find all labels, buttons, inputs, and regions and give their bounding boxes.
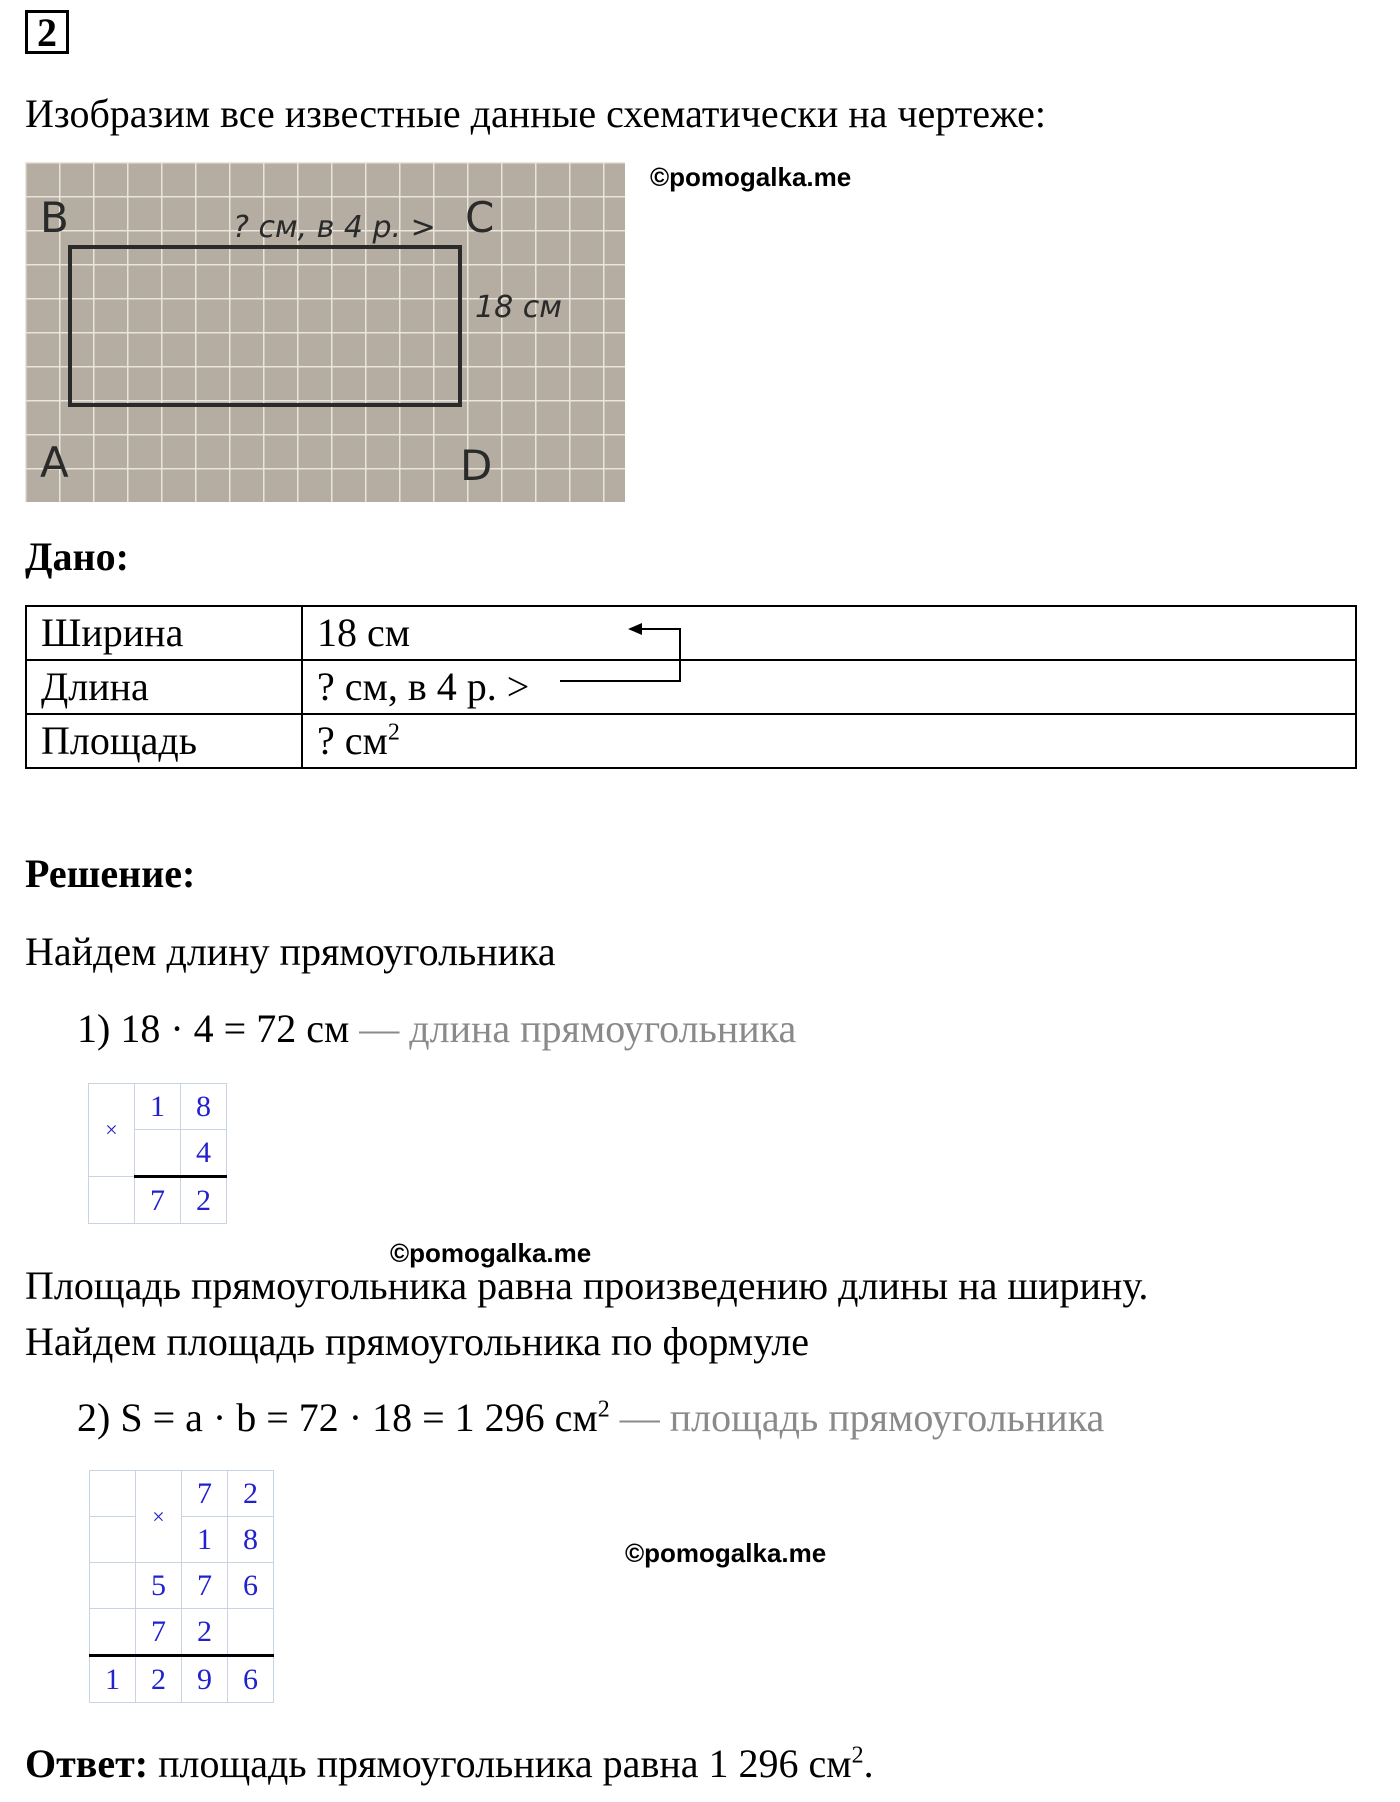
intro-text: Изобразим все известные данные схематически на чертеже: — [25, 91, 1046, 136]
calc-row — [90, 1517, 274, 1563]
given-heading: Дано: — [25, 534, 129, 579]
calc-digit — [90, 1517, 136, 1563]
calc-row — [89, 1084, 227, 1130]
relation-arrow — [540, 615, 700, 695]
calc-digit: 8 — [181, 1084, 227, 1130]
given-value: 18 см — [302, 606, 1356, 660]
calc-row — [90, 1656, 274, 1703]
find-length-text: Найдем длину прямоугольника — [25, 929, 556, 974]
calc-digit: 1 — [135, 1084, 181, 1130]
vertex-c-label: C — [465, 193, 495, 242]
multiplication-18-by-4 — [88, 1083, 227, 1224]
multiply-sign: × — [89, 1084, 135, 1177]
calc-digit — [228, 1609, 274, 1656]
calc-digit: 7 — [135, 1177, 181, 1224]
answer-end: . — [863, 1741, 874, 1786]
calc-digit: 8 — [228, 1517, 274, 1563]
vertex-d-label: D — [460, 441, 493, 490]
calc-digit — [89, 1177, 135, 1224]
task-number: 2 — [25, 10, 69, 54]
calc-digit: 2 — [136, 1656, 182, 1703]
table-row — [26, 714, 1356, 768]
calc-row — [90, 1471, 274, 1517]
answer — [25, 1740, 874, 1788]
step-2-expression: 2) S = a · b = 72 · 18 = 1 296 см — [77, 1395, 598, 1440]
calc-digit: 9 — [182, 1656, 228, 1703]
calc-digit: 1 — [90, 1656, 136, 1703]
calc-digit — [135, 1130, 181, 1177]
given-key: Площадь — [26, 714, 302, 768]
superscript: 2 — [597, 1396, 610, 1423]
given-value: ? см, в 4 р. > — [302, 660, 1356, 714]
calc-digit: 7 — [136, 1609, 182, 1656]
watermark: ©pomogalka.me — [650, 162, 852, 192]
solution-heading: Решение: — [25, 851, 196, 896]
answer-text: площадь прямоугольника равна 1 296 см — [158, 1741, 852, 1786]
vertex-b-label: B — [40, 193, 69, 242]
given-value — [302, 714, 1356, 768]
calc-digit: 2 — [182, 1609, 228, 1656]
superscript: 2 — [851, 1742, 864, 1769]
calc-row — [89, 1177, 227, 1224]
calc-digit — [90, 1563, 136, 1609]
calc-digit: 1 — [182, 1517, 228, 1563]
answer-label: Ответ: — [25, 1741, 149, 1786]
calc-digit — [90, 1609, 136, 1656]
given-value-text: ? см — [317, 718, 388, 763]
right-side-label: 18 см — [475, 290, 562, 325]
calc-digit: 2 — [228, 1471, 274, 1517]
step-1-note: — длина прямоугольника — [359, 1006, 797, 1051]
find-area-text: Найдем площадь прямоугольника по формуле — [25, 1319, 810, 1364]
step-2-note: — площадь прямоугольника — [619, 1395, 1105, 1440]
rectangle-sketch-photo — [25, 162, 625, 502]
calc-digit: 6 — [228, 1656, 274, 1703]
step-2 — [77, 1394, 1104, 1442]
step-1 — [77, 1005, 796, 1053]
calc-digit: 2 — [181, 1177, 227, 1224]
given-key: Ширина — [26, 606, 302, 660]
calc-digit: 4 — [181, 1130, 227, 1177]
watermark: ©pomogalka.me — [625, 1538, 827, 1568]
vertex-a-label: A — [40, 438, 69, 487]
multiplication-72-by-18 — [89, 1470, 274, 1703]
calc-digit: 7 — [182, 1471, 228, 1517]
calc-digit: 6 — [228, 1563, 274, 1609]
calc-digit: 7 — [182, 1563, 228, 1609]
top-side-label: ? см, в 4 р. > — [233, 210, 436, 245]
watermark: ©pomogalka.me — [390, 1238, 592, 1268]
calc-digit — [90, 1471, 136, 1517]
superscript: 2 — [387, 719, 400, 746]
step-1-expression: 1) 18 · 4 = 72 см — [77, 1006, 350, 1051]
calc-digit: 5 — [136, 1563, 182, 1609]
calc-row — [90, 1609, 274, 1656]
calc-row — [90, 1563, 274, 1609]
given-key: Длина — [26, 660, 302, 714]
area-rule-text: Площадь прямоугольника равна произведению длины на ширину. — [25, 1263, 1149, 1308]
multiply-sign: × — [136, 1471, 182, 1563]
